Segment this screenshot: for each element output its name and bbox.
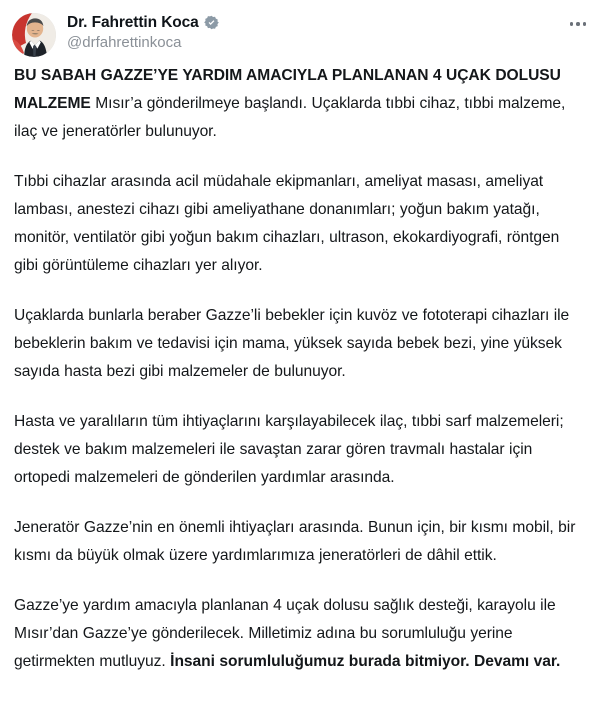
account-handle[interactable]: @drfahrettinkoca: [67, 34, 182, 52]
more-options-dot-2: [576, 22, 580, 26]
tweet-paragraph-1: [14, 62, 587, 146]
tweet-paragraph-5: Jeneratör Gazze’nin en önemli ihtiyaçları arasında. Bunun için, bir kısmı mobil, bir kısmı da büyük olmak üzere yardımlarımıza jeneratörleri de dâhil ettik.: [14, 519, 576, 564]
tweet-paragraph-1-bold-lead: BU SABAH GAZZE’YE YARDIM AMACIYLA PLANLANAN 4 UÇAK DOLUSU MALZEME: [14, 67, 561, 112]
verified-badge-icon: [204, 15, 219, 30]
more-options-dot-3: [583, 22, 587, 26]
tweet-paragraph-4: Hasta ve yaralıların tüm ihtiyaçlarını karşılayabilecek ilaç, tıbbi sarf malzemeleri; destek ve bakım malzemeleri ile savaştan zarar gören travmalı hastalar için ortopedi malzemeleri de gönderilen yardımlar arasında.: [14, 413, 564, 486]
display-name[interactable]: Dr. Fahrettin Koca: [67, 14, 199, 31]
tweet-header: [0, 0, 600, 50]
tweet-paragraph-6-bold-tail: İnsani sorumluluğumuz burada bitmiyor. Devamı var.: [170, 653, 561, 670]
tweet-paragraph-6-text: Gazze’ye yardım amacıyla planlanan 4 uçak dolusu sağlık desteği, karayolu ile Mısır’dan Gazze’ye gönderilecek. Milletimiz adına bu sorumluluğu yerine getirmekten mutluyuz.: [14, 597, 556, 670]
tweet-paragraph-3: Uçaklarda bunlarla beraber Gazze’li bebekler için kuvöz ve fototerapi cihazları ile bebeklerin bakım ve tedavisi için mama, yüksek sayıda bebek bezi, yine yüksek sayıda hasta bezi gibi malzemeler de bulunuyor.: [14, 307, 570, 380]
name-row: [67, 14, 219, 31]
tweet-paragraph-6: [14, 592, 587, 676]
tweet-paragraph-1-rest: Mısır’a gönderilmeye başlandı. Uçaklarda tıbbi cihaz, tıbbi malzeme, ilaç ve jeneratörler bulunuyor.: [14, 95, 566, 140]
more-options-dot-1: [570, 22, 574, 26]
more-options-icon[interactable]: [570, 22, 587, 26]
account-identity: [67, 13, 219, 51]
tweet-body: [0, 62, 600, 676]
avatar[interactable]: [12, 13, 56, 57]
tweet-paragraph-2: Tıbbi cihazlar arasında acil müdahale ekipmanları, ameliyat masası, ameliyat lambası, anestezi cihazı gibi ameliyathane donanımları; yoğun bakım yatağı, monitör, ventilatör gibi yoğun bakım cihazları, ultrason, ekokardiyografi, röntgen gibi görüntüleme cihazları yer alıyor.: [14, 173, 560, 274]
